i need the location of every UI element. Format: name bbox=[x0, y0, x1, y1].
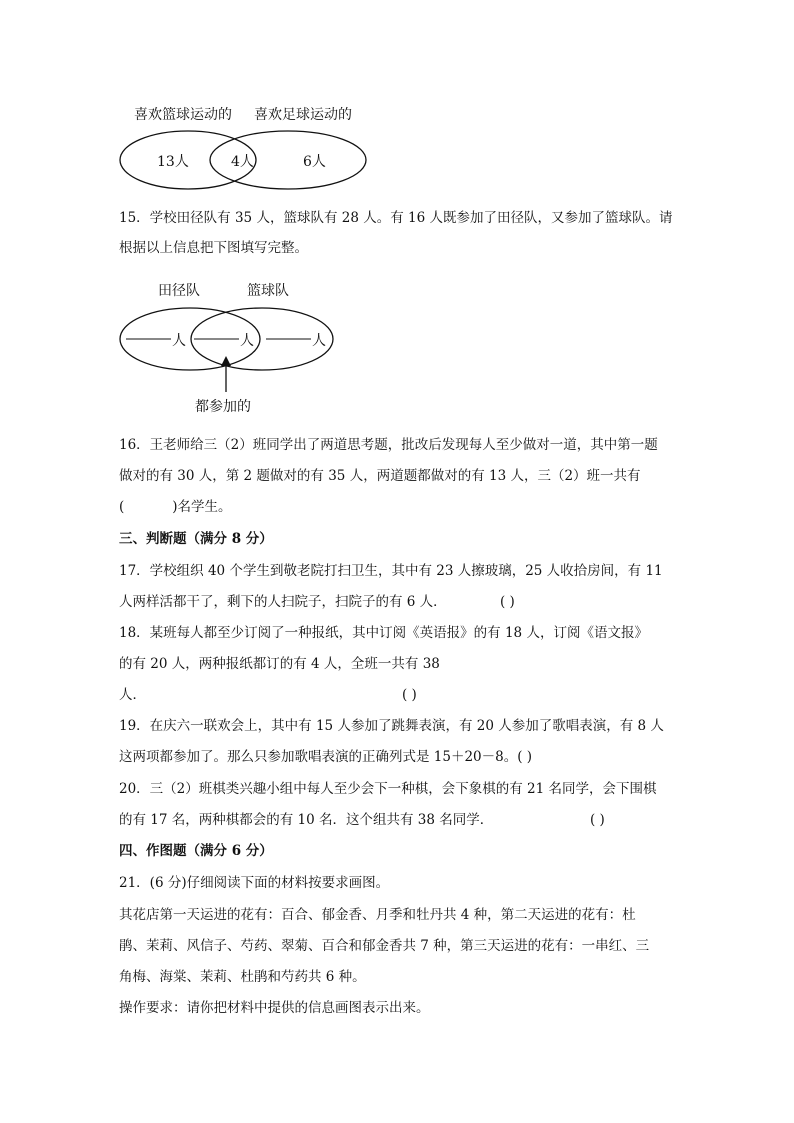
venn2-label-basketball: 篮球队 bbox=[247, 283, 289, 299]
q20-line1: 20．三（2）班棋类兴趣小组中每人至少会下一种棋，会下象棋的有 21 名同学，会下围棋 bbox=[119, 781, 657, 797]
q20-line2: 的有 17 名，两种棋都会的有 10 名．这个组共有 38 名同学． bbox=[119, 812, 494, 828]
q17-line1: 17．学校组织 40 个学生到敬老院打扫卫生，其中有 23 人擦玻璃，25 人收拾房间，有 11 bbox=[119, 563, 663, 579]
venn2-blank-mid-unit: 人 bbox=[240, 333, 254, 349]
q16-line1: 16．王老师给三（2）班同学出了两道思考题，批改后发现每人至少做对一道，其中第一题 bbox=[119, 437, 658, 453]
q21-line2: 其花店第一天运进的花有：百合、郁金香、月季和牡丹共 4 种，第二天运进的花有：杜 bbox=[119, 907, 636, 923]
venn1-right-only: 6人 bbox=[303, 154, 326, 170]
q21-line1: 21．(6 分)仔细阅读下面的材料按要求画图。 bbox=[119, 875, 390, 891]
q15-line2: 根据以上信息把下图填写完整。 bbox=[119, 240, 308, 256]
venn1-left-only: 13人 bbox=[157, 154, 189, 170]
q19-line2: 这两项都参加了。那么只参加歌唱表演的正确列式是 15＋20－8。( ) bbox=[119, 749, 533, 765]
q17-answer-paren: ( ) bbox=[500, 594, 515, 610]
q18-line1: 18．某班每人都至少订阅了一种报纸，其中订阅《英语报》的有 18 人，订阅《语文报》 bbox=[119, 625, 648, 641]
section3-title: 三、判断题（满分 8 分） bbox=[119, 531, 273, 547]
q18-line2: 的有 20 人，两种报纸都订的有 4 人，全班一共有 38 bbox=[119, 656, 440, 672]
venn1-both: 4人 bbox=[231, 154, 254, 170]
venn2-arrow-label: 都参加的 bbox=[195, 399, 251, 415]
q15-line1: 15．学校田径队有 35 人，篮球队有 28 人。有 16 人既参加了田径队，又参加了篮球队。请 bbox=[119, 210, 673, 226]
venn2-blank-right-unit: 人 bbox=[312, 333, 326, 349]
q16-line2: 做对的有 30 人，第 2 题做对的有 35 人，两道题都做对的有 13 人，三（2）班一共有 bbox=[119, 468, 641, 484]
q21-line3: 鹃、茉莉、风信子、芍药、翠菊、百合和郁金香共 7 种，第三天运进的花有：一串红、三 bbox=[119, 938, 650, 954]
venn1-label-basketball: 喜欢篮球运动的 bbox=[134, 107, 232, 123]
q18-answer-paren: ( ) bbox=[402, 687, 417, 703]
venn2-blank-left-unit: 人 bbox=[172, 333, 186, 349]
venn2-arrow-head bbox=[221, 356, 231, 366]
venn1-label-football: 喜欢足球运动的 bbox=[254, 107, 352, 123]
q18-line3: 人． bbox=[119, 687, 146, 703]
q20-answer-paren: ( ) bbox=[590, 812, 605, 828]
q17-line2: 人两样活都干了，剩下的人扫院子，扫院子的有 6 人． bbox=[119, 594, 447, 610]
q21-line4: 角梅、海棠、茉莉、杜鹃和芍药共 6 种。 bbox=[119, 969, 366, 985]
q21-line5: 操作要求：请你把材料中提供的信息画图表示出来。 bbox=[119, 1000, 430, 1016]
q16-line3 bbox=[119, 497, 232, 517]
q16-blank-open: ( bbox=[119, 499, 125, 515]
section4-title: 四、作图题（满分 6 分） bbox=[119, 843, 273, 859]
q16-blank-rest: )名学生。 bbox=[172, 499, 232, 515]
q19-line1: 19．在庆六一联欢会上，其中有 15 人参加了跳舞表演，有 20 人参加了歌唱表演，有 8 人 bbox=[119, 718, 664, 734]
venn2-label-track: 田径队 bbox=[158, 283, 200, 299]
